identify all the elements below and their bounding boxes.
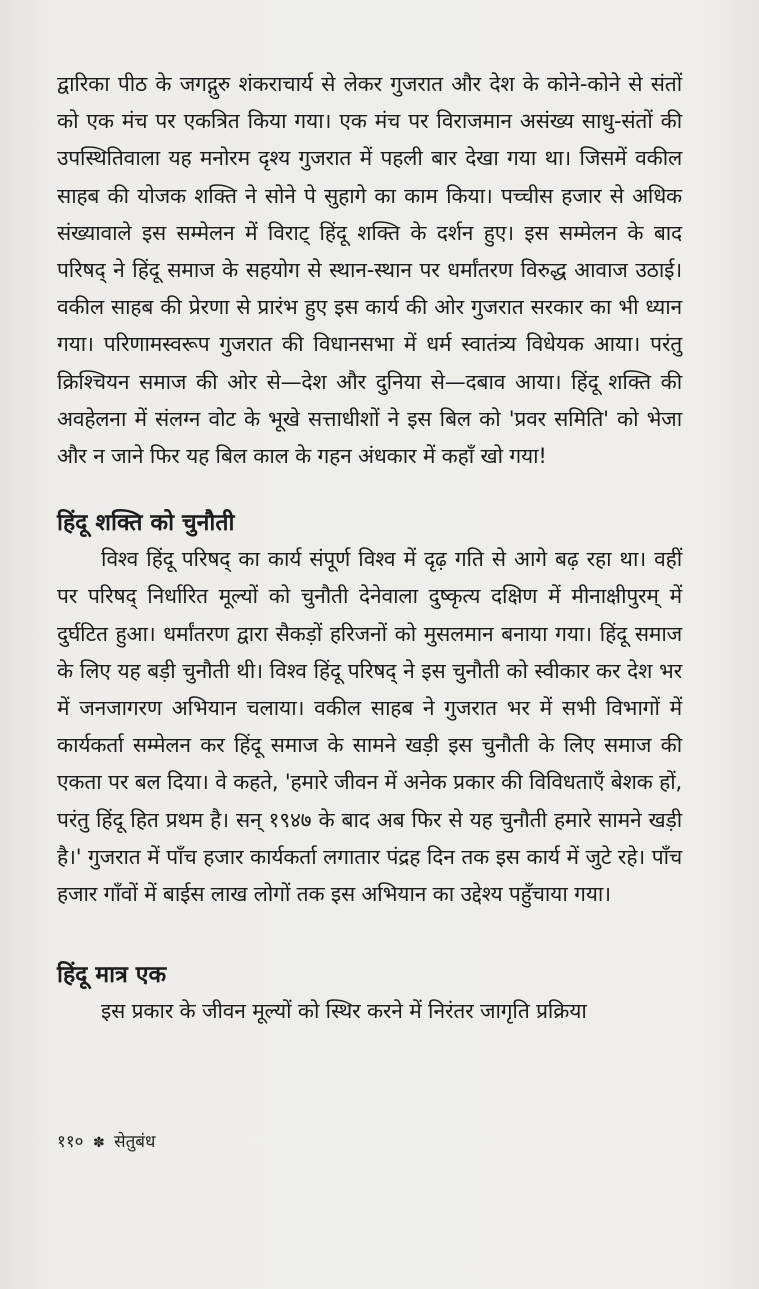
section-heading-hindu-unity: हिंदू मात्र एक — [57, 962, 167, 989]
paragraph-intro: द्वारिका पीठ के जगद्गुरु शंकराचार्य से लेकर गुजरात और देश के कोने-कोने से संतों को एक मंच पर एकत्रित किया गया। एक मंच पर विराजमान असंख्य साधु-संतों की उपस्थितिवाला यह मनोरम दृश्य गुजरात में पहली बार देखा गया था। जिसमें वकील साहब की योजक शक्ति ने सोने पे सुहागे का काम किया। पच्चीस हजार से अधिक संख्यावाले इस सम्मेलन में विराट् हिंदू शक्ति के दर्शन हुए। इस सम्मेलन के बाद परिषद् ने हिंदू समाज के सहयोग से स्थान-स्थान पर धर्मांतरण विरुद्ध आवाज उठाई। वकील साहब की प्रेरणा से प्रारंभ हुए इस कार्य की ओर गुजरात सरकार का भी ध्यान गया। परिणामस्वरूप गुजरात की विधानसभा में धर्म स्वातंत्र्य विधेयक आया। परंतु क्रिश्चियन समाज की ओर से—देश और दुनिया से—दबाव आया। हिंदू शक्ति की अवहेलना में संलग्न वोट के भूखे सत्ताधीशों ने इस बिल को 'प्रवर समिति' को भेजा और न जाने फिर यह बिल काल के गहन अंधकार में कहाँ खो गया! — [57, 72, 682, 469]
page-number: ११० — [57, 1132, 84, 1152]
flower-ornament-icon: ✽ — [92, 1135, 105, 1151]
paragraph-challenge: विश्व हिंदू परिषद् का कार्य संपूर्ण विश्व में दृढ़ गति से आगे बढ़ रहा था। वहीं पर परिषद् निर्धारित मूल्यों को चुनौती देनेवाला दुष्कृत्य दक्षिण में मीनाक्षीपुरम् में दुर्घटित हुआ। धर्मांतरण द्वारा सैकड़ों हरिजनों को मुसलमान बनाया गया। हिंदू समाज के लिए यह बड़ी चुनौती थी। विश्व हिंदू परिषद् ने इस चुनौती को स्वीकार कर देश भर में जनजागरण अभियान चलाया। वकील साहब ने गुजरात भर में सभी विभागों में कार्यकर्ता सम्मेलन कर हिंदू समाज के सामने खड़ी इस चुनौती के लिए समाज की एकता पर बल दिया। वे कहते, 'हमारे जीवन में अनेक प्रकार की विविधताएँ बेशक हों, परंतु हिंदू हित प्रथम है। सन् १९४७ के बाद अब फिर से यह चुनौती हमारे सामने खड़ी है।' गुजरात में पाँच हजार कार्यकर्ता लगातार पंद्रह दिन तक इस कार्य में जुटे रहे। पाँच हजार गाँवों में बाईस लाख लोगों तक इस अभियान का उद्देश्य पहुँचाया गया। — [57, 547, 682, 907]
paragraph-unity: इस प्रकार के जीवन मूल्यों को स्थिर करने में निरंतर जागृति प्रक्रिया — [101, 999, 587, 1024]
book-title: सेतुबंध — [114, 1132, 156, 1152]
section-heading-challenge: हिंदू शक्ति को चुनौती — [57, 510, 235, 537]
page-footer — [57, 1130, 155, 1155]
page-body — [57, 66, 682, 1030]
